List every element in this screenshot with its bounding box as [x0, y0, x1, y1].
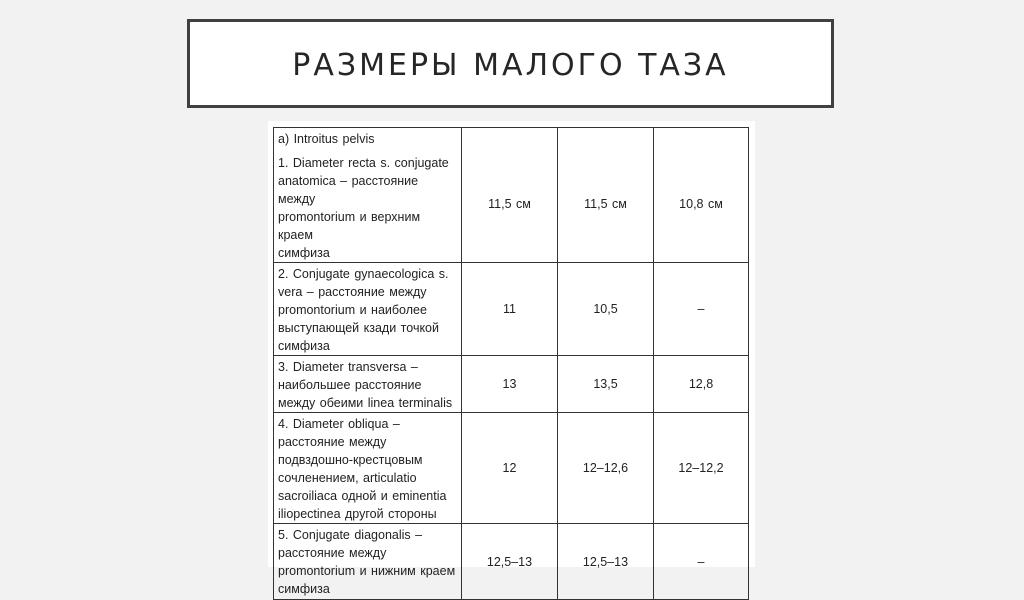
table-cell-value: 10,8 см	[654, 128, 749, 263]
table-cell-value: 13	[462, 356, 558, 413]
table-row	[274, 413, 749, 524]
pelvis-dimensions-table	[273, 127, 749, 600]
row-description: 3. Diameter transversa – наибольшее расстояние между обеими linea terminalis	[274, 356, 462, 413]
table-cell-value: 12,5–13	[558, 524, 654, 600]
table-cell-value: 11,5 см	[558, 128, 654, 263]
table-row	[274, 128, 749, 263]
section-label: а) Introitus pelvis	[278, 132, 375, 146]
table-row	[274, 524, 749, 600]
table-cell-value: –	[654, 524, 749, 600]
slide-title: РАЗМЕРЫ МАЛОГО ТАЗА	[292, 48, 729, 83]
slide-title-box	[187, 19, 834, 108]
table-cell-value: 10,5	[558, 263, 654, 356]
table-cell-value: 13,5	[558, 356, 654, 413]
table-cell-value: 12,8	[654, 356, 749, 413]
table-cell-value: –	[654, 263, 749, 356]
table-cell-value: 12–12,6	[558, 413, 654, 524]
table-cell-description	[274, 128, 462, 263]
table-cell-value: 12,5–13	[462, 524, 558, 600]
table-row	[274, 356, 749, 413]
table-cell-value: 12–12,2	[654, 413, 749, 524]
row-description: 1. Diameter recta s. conjugate anatomica – расстояние между promontorium и верхним краем симфиза	[278, 156, 449, 260]
table-cell-value: 12	[462, 413, 558, 524]
pelvis-dimensions-table-image	[268, 121, 755, 596]
table-cell-value: 11,5 см	[462, 128, 558, 263]
row-description: 5. Conjugate diagonalis – расстояние между promontorium и нижним краем симфиза	[274, 524, 462, 600]
row-description: 2. Conjugate gynaecologica s. vera – расстояние между promontorium и наиболее выступающей кзади точкой симфиза	[274, 263, 462, 356]
row-description: 4. Diameter obliqua – расстояние между подвздошно-крестцовым сочленением, articulatio sacroiliaca одной и eminentia iliopectinea другой стороны	[274, 413, 462, 524]
table-cell-value: 11	[462, 263, 558, 356]
table-row	[274, 263, 749, 356]
